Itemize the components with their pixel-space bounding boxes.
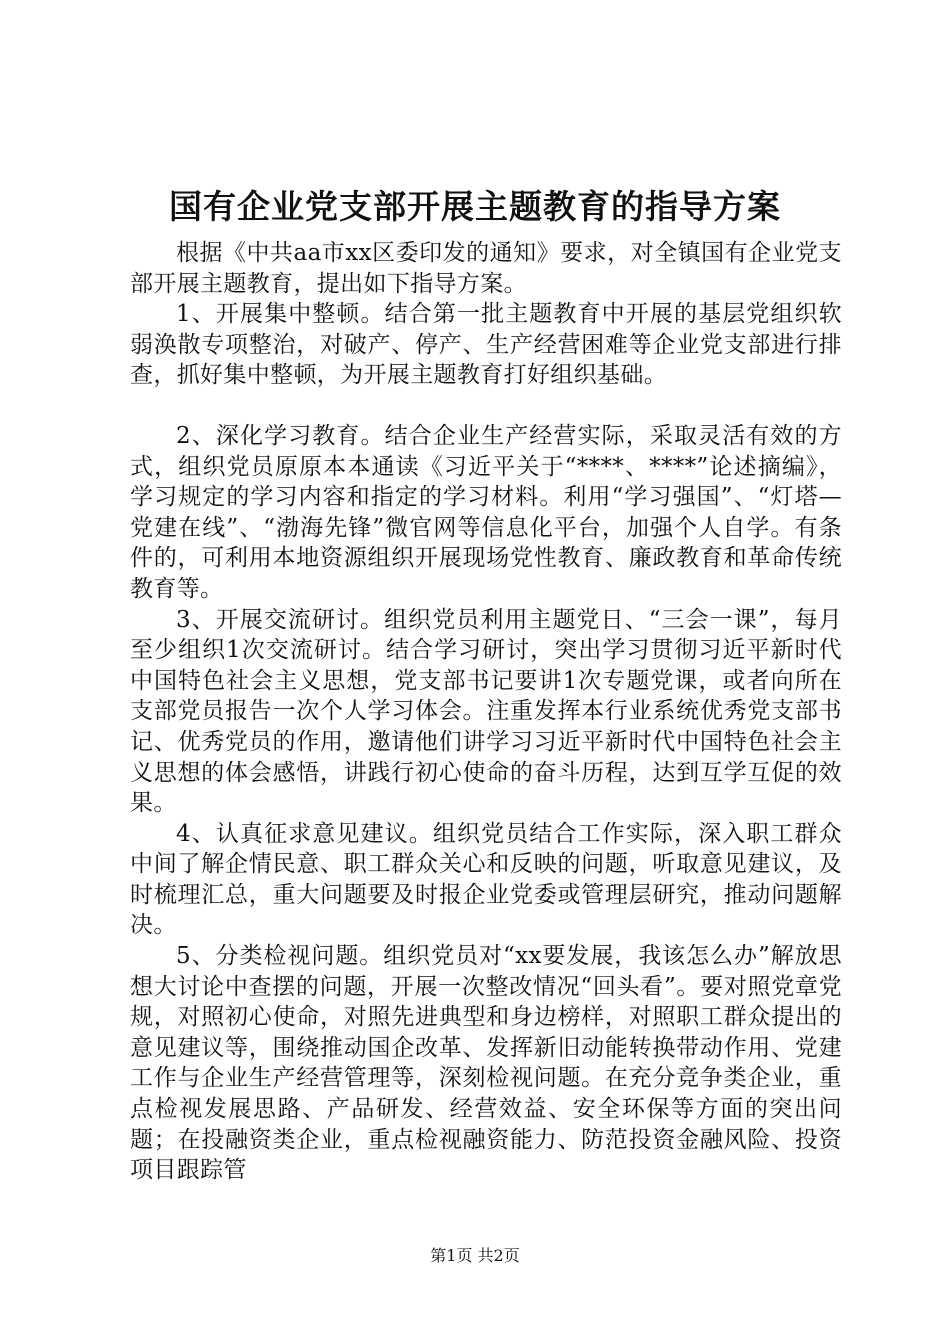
- section-1-paragraph: 1、开展集中整顿。结合第一批主题教育中开展的基层党组织软弱涣散专项整治，对破产、停产、生产经营困难等企业党支部进行排查，抓好集中整顿，为开展主题教育打好组织基础。: [130, 301, 842, 389]
- page-number-footer: 第1页 共2页: [430, 1246, 520, 1265]
- section-3-paragraph: 3、开展交流研讨。组织党员利用主题党日、“三会一课”，每月至少组织1次交流研讨。结合学习研讨，突出学习贯彻习近平新时代中国特色社会主义思想，党支部书记要讲1次专题党课，或者向所在支部党员报告一次个人学习体会。注重发挥本行业系统优秀党支部书记、优秀党员的作用，邀请他们讲学习习近平新时代中国特色社会主义思想的体会感悟，讲践行初心使命的奋斗历程，达到互学互促的效果。: [130, 606, 842, 817]
- section-4-paragraph: 4、认真征求意见建议。组织党员结合工作实际，深入职工群众中间了解企情民意、职工群众关心和反映的问题，听取意见建议，及时梳理汇总，重大问题要及时报企业党委或管理层研究，推动问题解决。: [130, 820, 842, 939]
- document-title: 国有企业党支部开展主题教育的指导方案: [169, 187, 781, 226]
- section-5-paragraph: 5、分类检视问题。组织党员对“xx要发展，我该怎么办”解放思想大讨论中查摆的问题，开展一次整改情况“回头看”。要对照党章党规，对照初心使命，对照先进典型和身边榜样，对照职工群众提出的意见建议等，围绕推动国企改革、发挥新旧动能转换带动作用、党建工作与企业生产经营管理等，深刻检视问题。在充分竞争类企业，重点检视发展思路、产品研发、经营效益、安全环保等方面的突出问题；在投融资类企业，重点检视融资能力、防范投资金融风险、投资项目跟踪管: [130, 943, 842, 1184]
- section-2-paragraph: 2、深化学习教育。结合企业生产经营实际，采取灵活有效的方式，组织党员原原本本通读《习近平关于“****、****”论述摘编》，学习规定的学习内容和指定的学习材料。利用“学习强国”、“灯塔—党建在线”、“渤海先锋”微官网等信息化平台，加强个人自学。有条件的，可利用本地资源组织开展现场党性教育、廉政教育和革命传统教育等。: [130, 422, 842, 602]
- document-body: [130, 238, 842, 1186]
- intro-paragraph: 根据《中共aa市xx区委印发的通知》要求，对全镇国有企业党支部开展主题教育，提出如下指导方案。: [130, 240, 842, 297]
